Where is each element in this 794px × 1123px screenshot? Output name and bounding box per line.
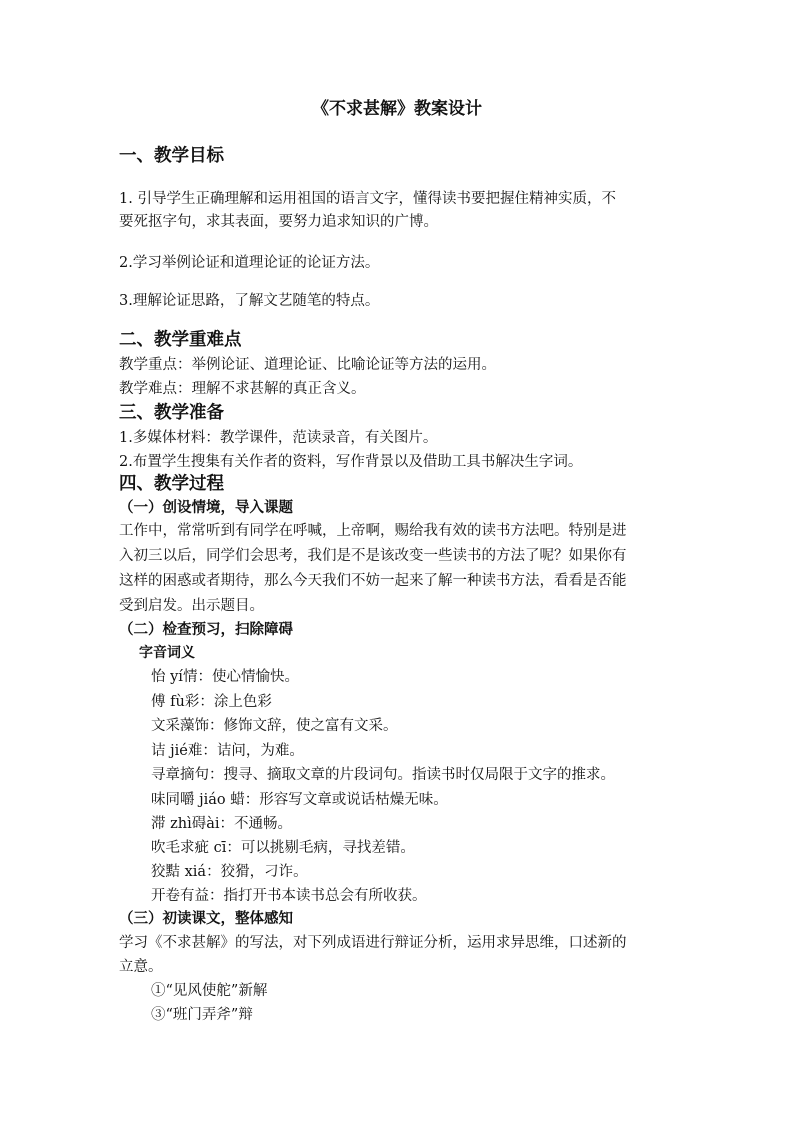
section-heading-objectives: 一、教学目标	[119, 146, 224, 166]
objective-1-line-1: 1. 引导学生正确理解和运用祖国的语言文字，懂得读书要把握住精神实质，不	[119, 191, 616, 207]
objective-2: 2.学习举例论证和道理论证的论证方法。	[119, 255, 380, 271]
step-3-para-line-2: 立意。	[119, 959, 163, 975]
word-entry: 狡黠 xiá：狡猾，刁诈。	[151, 864, 308, 880]
step-1-heading: （一）创设情境，导入课题	[119, 499, 293, 516]
step-1-para-line-1: 工作中，常常听到有同学在呼喊，上帝啊，赐给我有效的读书方法吧。特别是进	[119, 523, 627, 539]
step-1-para-line-3: 这样的困惑或者期待，那么今天我们不妨一起来了解一种读书方法，看看是否能	[119, 573, 627, 589]
word-entry: 怡 yí情：使心情愉快。	[151, 669, 299, 685]
objective-1-line-2: 要死抠字句，求其表面，要努力追求知识的广博。	[119, 214, 438, 230]
word-entry: 味同嚼 jiáo 蜡：形容写文章或说话枯燥无味。	[151, 792, 448, 808]
step-3-heading: （三）初读课文，整体感知	[119, 910, 293, 927]
preparation-item-1: 1.多媒体材料：教学课件，范读录音，有关图片。	[119, 430, 438, 446]
step-2-heading: （二）检查预习，扫除障碍	[119, 621, 293, 638]
section-heading-process: 四、教学过程	[119, 474, 224, 494]
word-entry: 寻章摘句：搜寻、摘取文章的片段词句。指读书时仅局限于文字的推求。	[151, 767, 615, 783]
step-3-para-line-1: 学习《不求甚解》的写法，对下列成语进行辩证分析，运用求异思维，口述新的	[119, 935, 627, 951]
preparation-item-2: 2.布置学生搜集有关作者的资料，写作背景以及借助工具书解决生字词。	[119, 454, 583, 470]
teaching-difficulty: 教学难点：理解不求甚解的真正含义。	[119, 381, 366, 397]
word-entry: 文采藻饰：修饰文辞，使之富有文采。	[151, 718, 398, 734]
objective-3: 3.理解论证思路，了解文艺随笔的特点。	[119, 293, 380, 309]
word-entry: 开卷有益：指打开书本读书总会有所收获。	[151, 888, 427, 904]
section-heading-preparation: 三、教学准备	[119, 403, 224, 423]
word-entry: 吹毛求疵 cī：可以挑剔毛病，寻找差错。	[151, 840, 415, 856]
step-3-item: ③“班门弄斧”辩	[151, 1007, 253, 1023]
section-heading-key-points: 二、教学重难点	[119, 330, 242, 350]
word-entry: 傅 fù彩：涂上色彩	[151, 694, 272, 710]
step-1-para-line-4: 受到启发。出示题目。	[119, 598, 264, 614]
step-2-subheading: 字音词义	[139, 645, 195, 661]
word-entry: 诘 jié难：诘问，为难。	[151, 743, 304, 759]
word-entry: 滞 zhì碍ài：不通畅。	[151, 816, 293, 832]
teaching-focus: 教学重点：举例论证、道理论证、比喻论证等方法的运用。	[119, 357, 496, 373]
step-1-para-line-2: 入初三以后，同学们会思考，我们是不是该改变一些读书的方法了呢？如果你有	[119, 548, 627, 564]
document-title: 《不求甚解》教案设计	[312, 99, 482, 119]
step-3-item: ①“见风使舵”新解	[151, 983, 268, 999]
